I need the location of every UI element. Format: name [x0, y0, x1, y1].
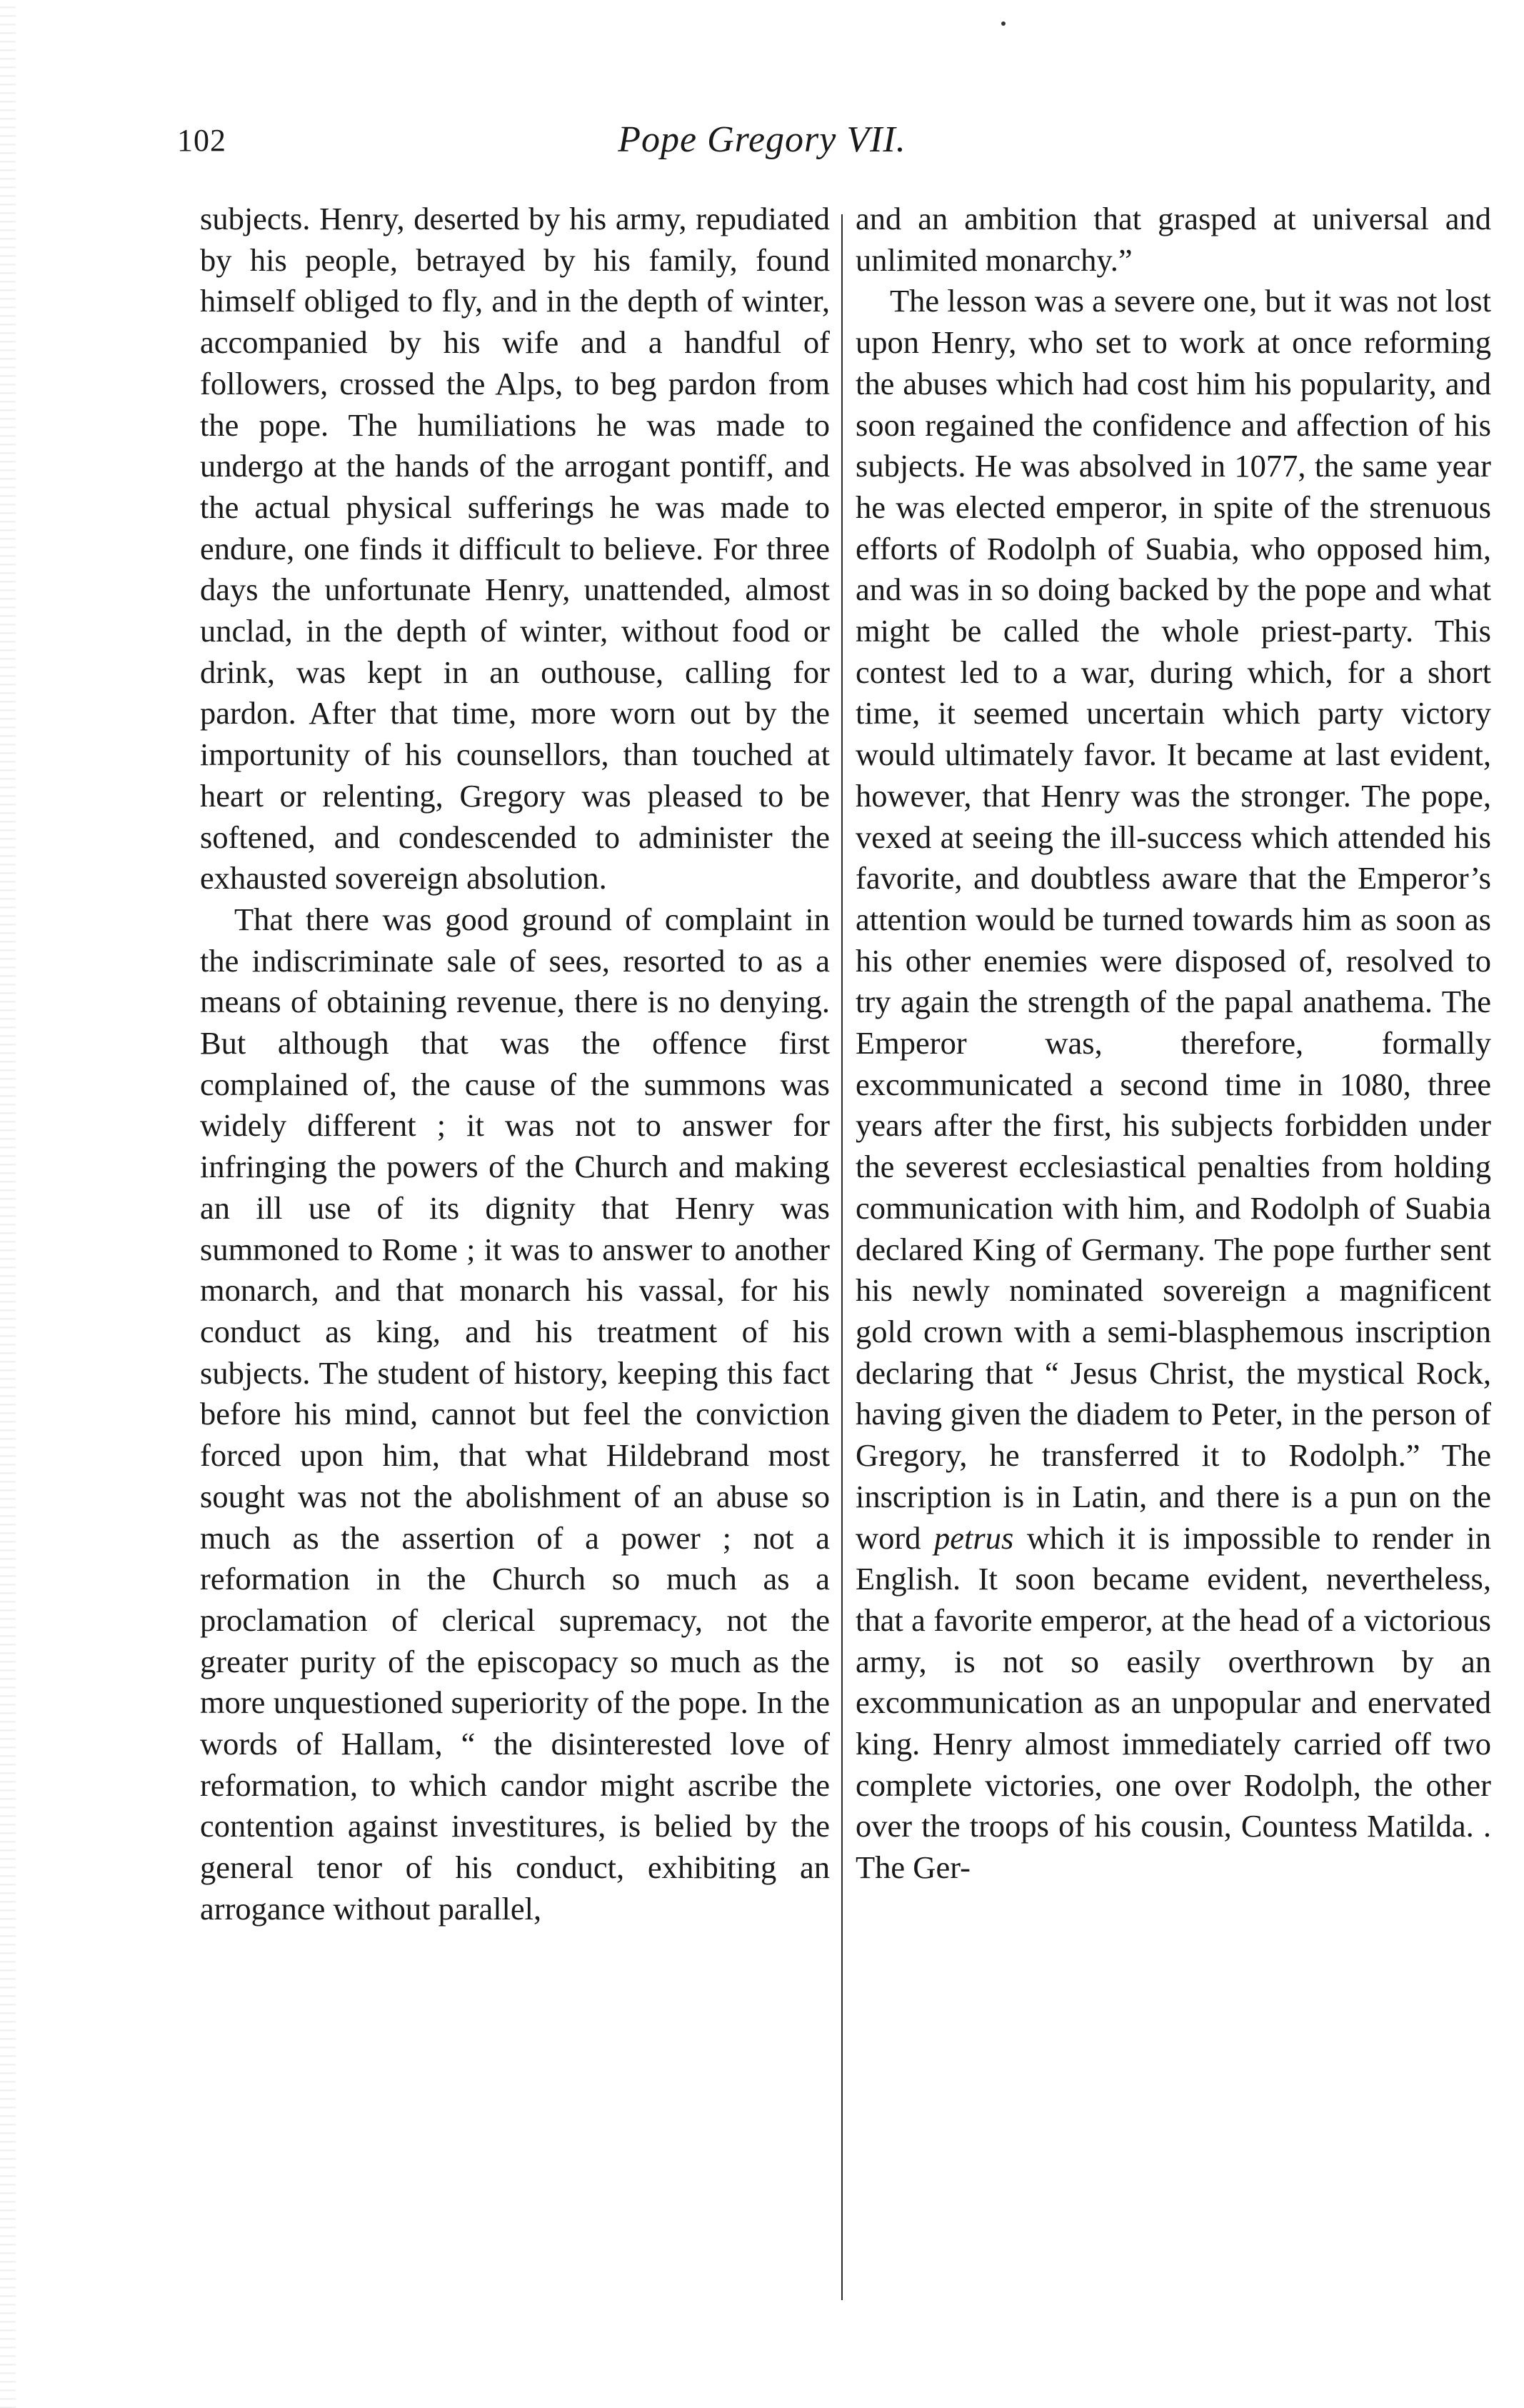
- page-edge-texture: [0, 0, 16, 2408]
- paragraph-text: The lesson was a severe one, but it was not lost upon Henry, who set to work at once reforming the abuses which had cost him his popularity, and soon regained the confidence and affection of his subjects. He was absolved in 1077, the same year he was elected emperor, in spite of the strenuous efforts of Rodolph of Suabia, who opposed him, and was in so doing backed by the pope and what might be called the whole priest-party. This contest led to a war, during which, for a short time, it seemed uncertain which party victory would ultimately favor. It became at last evident, however, that Henry was the stronger. The pope, vexed at seeing the ill-success which attended his favorite, and doubtless aware that the Emperor’s attention would be turned towards him as soon as his other enemies were disposed of, resolved to try again the strength of the papal anathema. The Emperor was, therefore, formally excommunicated a second time in 1080, three years after the first, his subjects forbidden under the severest ecclesiastical penalties from holding communication with him, and Rodolph of Suabia declared King of Germany. The pope further sent his newly nominated sovereign a magnificent gold crown with a semi-blasphemous inscription declaring that “ Jesus Christ, the mystical Rock, having given the diadem to Peter, in the person of Gregory, he transferred it to Rodolph.” The inscription is in Latin, and there is a pun on the word: [856, 283, 1491, 1556]
- paragraph: That there was good ground of complaint in the indiscriminate sale of sees, resorted to as a means of obtaining revenue, there is no denying. But although that was the offence first complained of, the cause of the summons was widely different ; it was not to answer for infringing the powers of the Church and making an ill use of its dignity that Henry was summoned to Rome ; it was to answer to another monarch, and that monarch his vassal, for his conduct as king, and his treatment of his subjects. The student of history, keeping this fact before his mind, cannot but feel the conviction forced upon him, that what Hildebrand most sought was not the abolishment of an abuse so much as the assertion of a power ; not a reformation in the Church so much as a proclamation of clerical supremacy, not the greater purity of the episcopacy so much as the more unquestioned superiority of the pope. In the words of Hallam, “ the disinterested love of reformation, to which candor might ascribe the contention against investitures, is belied by the general tenor of his conduct, exhibiting an arrogance without parallel,: [200, 901, 830, 1927]
- running-title: Pope Gregory VII.: [618, 119, 906, 160]
- left-column: [200, 199, 830, 1930]
- paragraph: subjects. Henry, deserted by his army, repudiated by his people, betrayed by his family, found himself obliged to fly, and in the depth of winter, accompanied by his wife and a handful of followers, crossed the Alps, to beg pardon from the pope. The humiliations he was made to undergo at the hands of the arrogant pontiff, and the actual physical sufferings he was made to endure, one finds it difficult to believe. For three days the unfortunate Henry, unattended, almost unclad, in the depth of winter, without food or drink, was kept in an outhouse, calling for pardon. After that time, more worn out by the importunity of his counsellors, than touched at heart or relenting, Gregory was pleased to be softened, and condescended to administer the exhausted sovereign absolution.: [200, 201, 830, 896]
- italic-word: petrus: [934, 1519, 1014, 1556]
- ink-speck: [1001, 21, 1006, 26]
- paragraph: [856, 281, 1491, 1888]
- right-column: [856, 199, 1491, 1889]
- page-number: 102: [177, 123, 226, 158]
- column-divider: [841, 214, 843, 2300]
- paragraph: and an ambition that grasped at universal and unlimited monarchy.”: [856, 201, 1491, 278]
- paragraph-text: which it is impossible to render in English. It soon became evident, nevertheless, that a favorite emperor, at the head of a victorious army, is not so easily overthrown by an excommunication as an unpopular and enervated king. Henry almost immediately carried off two complete victories, one over Rodolph, the other over the troops of his cousin, Countess Matilda. . The Ger-: [856, 1519, 1492, 1886]
